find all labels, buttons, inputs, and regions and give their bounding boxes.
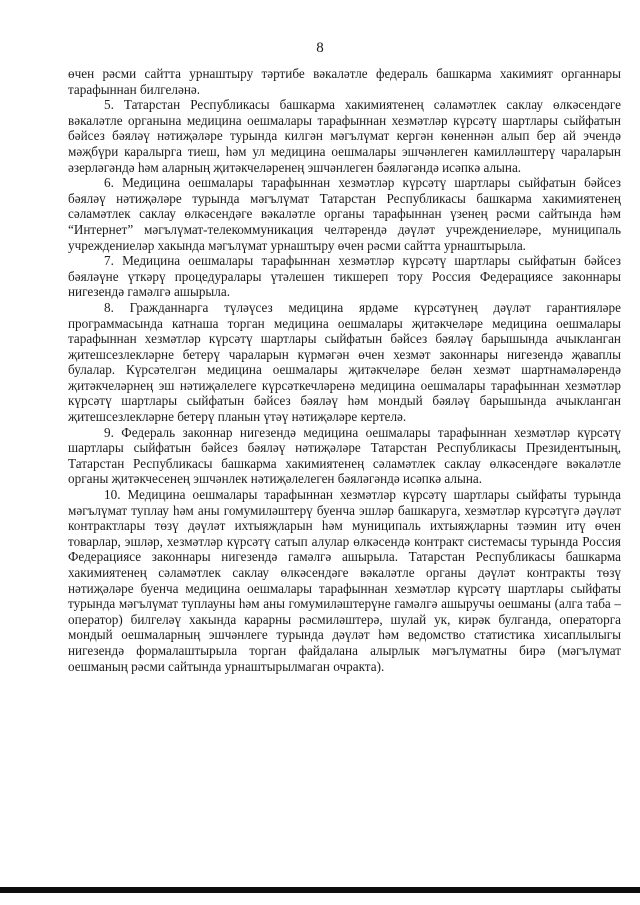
paragraph-6: 6. Медицина оешмалары тарафыннан хезмәтләр күрсәтү шартлары сыйфатын бәйсез бәяләү нәтиҗәләре турында мәгълүмат Татарстан Республикасы башкарма хакимиятенең сәламәтлек саклау өлкәсендәге вәкаләтле органы тарафыннан үзенең рәсми сайтында һәм “Интернет” мәгълүмат-телекоммуникация челтәрендә дәүләт учреждениеләре, муниципаль учреждениеләр хакында мәгълүмат урнаштыру өчен рәсми сайтта урнаштырыла. [68,175,621,253]
paragraph-continued: өчен рәсми сайтта урнаштыру тәртибе вәкаләтле федераль башкарма хакимият органнары тарафыннан билгеләнә. [68,66,621,97]
paragraph-8: 8. Гражданнарга түләүсез медицина ярдәме күрсәтүнең дәүләт гарантияләре программасында катнаша торган медицина оешмалары җитәкчеләре медицина оешмалары тарафыннан хезмәтләр күрсәтү шартлары сыйфатын бәйсез бәяләү барышында ачыкланган җитешсезлекләрне бетерү чараларын күрмәгән өчен хезмәт законнары нигезендә җаваплы булалар. Күрсәтелгән медицина оешмалары җитәкчеләре белән хезмәт шартнамәләрендә җитәкчеләрнең эш нәтиҗәлелеге күрсәткечләренә медицина оешмалары тарафыннан хезмәтләр күрсәтү шартлары сыйфатын бәйсез бәяләү һәм мондый бәяләү барышында ачыкланган җитешсезлекләрне бетерү планын үтәү нәтиҗәләре кертелә. [68,299,621,425]
document-body [68,66,621,674]
scan-bottom-edge [0,887,640,893]
paragraph-5: 5. Татарстан Республикасы башкарма хакимиятенең сәламәтлек саклау өлкәсендәге вәкаләтле органына медицина оешмалары тарафыннан хезмәтләр күрсәтү шартлары сыйфатын бәйсез бәяләү нәтиҗәләре турында килгән мәгълүмат кергән көненнән алып бер ай эчендә мәҗбүри каралырга тиеш, һәм ул медицина оешмалары эшчәнлеген камилләштерү чараларын әзерләгәндә һәм аларның җитәкчеләренең эшчәнлеген бәяләгәндә исәпкә алына. [68,97,621,175]
paragraph-9: 9. Федераль законнар нигезендә медицина оешмалары тарафыннан хезмәтләр күрсәтү шартлары сыйфатын бәйсез бәяләү нәтиҗәләре Татарстан Республикасы Президентының, Татарстан Республикасы башкарма хакимиятенең сәламәтлек саклау өлкәсендәге вәкаләтле органы җитәкчесенең эшчәнлек нәтиҗәлелеген бәяләгәндә исәпкә алына. [68,424,621,487]
paragraph-10: 10. Медицина оешмалары тарафыннан хезмәтләр күрсәтү шартлары сыйфаты турында мәгълүмат туплау һәм аны гомумиләштерү буенча эшләр башкаруга, хезмәтләр күрсәтүгә дәүләт контрактлары төзү дәүләт ихтыяҗларын һәм муниципаль ихтыяҗларны тәэмин итү өчен товарлар, эшләр, хезмәтләр күрсәтү сатып алулар өлкәсендә контракт системасы турында Россия Федерациясе законнары нигезендә гамәлгә ашырыла. Татарстан Республикасы башкарма хакимиятенең сәламәтлек саклау өлкәсендәге вәкаләтле органы дәүләт контракты төзү нәтиҗәләре буенча медицина оешмалары тарафыннан хезмәтләр күрсәтү шартлары сыйфаты турында мәгълүмат туплауны һәм аны гомумиләштерүне гамәлгә ашыручы оешманы (алга таба – оператор) билгеләү хакында карарны рәсмиләштерә, шулай ук, кирәк булганда, операторга мондый оешмаларның эшчәнлеге турында дәүләт һәм ведомство статистика хисаплылыгы нигезендә формалаштырыла торган файдалана алырлык мәгълүматны бирә (мәгълүмат оешманың рәсми сайтында урнаштырылмаган очракта). [68,487,621,674]
paragraph-7: 7. Медицина оешмалары тарафыннан хезмәтләр күрсәтү шартлары сыйфатын бәйсез бәяләүне үткәрү процедуралары үтәлешен тикшереп тору Россия Федерациясе законнары нигезендә гамәлгә ашырыла. [68,253,621,300]
page-number: 8 [316,40,324,56]
